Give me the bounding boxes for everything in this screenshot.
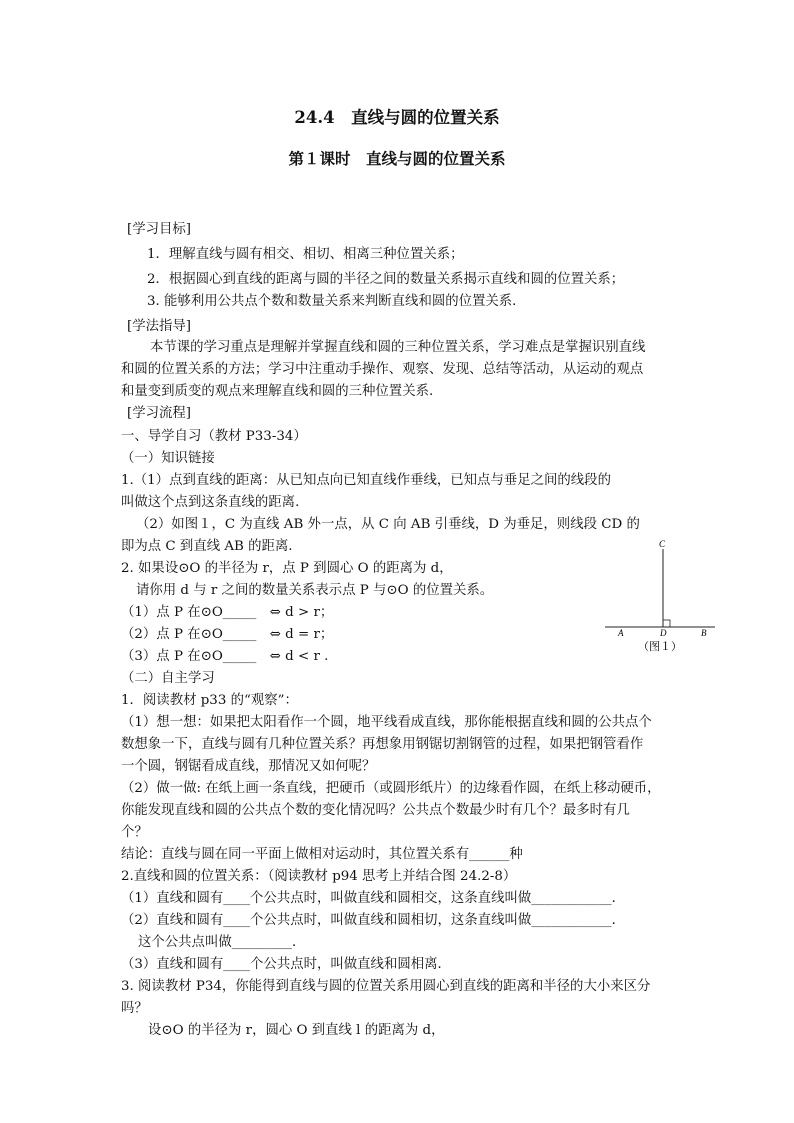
knowledge-item: （1）点 P 在⊙O_____ ⇔ d > r； <box>121 605 334 620</box>
study-line: 设⊙O 的半径为 r，圆心 O 到直线 l 的距离为 d， <box>148 1023 445 1038</box>
figure-caption: （图１） <box>638 641 682 653</box>
knowledge-line: 2. 如果设⊙O 的半径为 r，点 P 到圆心 O 的距离为 d， <box>121 561 453 576</box>
knowledge-line: （2）如图１，C 为直线 AB 外一点，从 C 向 AB 引垂线，D 为垂足，则线段 CD 的 <box>136 517 640 532</box>
study-item: 这个公共点叫做_________． <box>138 935 306 950</box>
method-line: 本节课的学习重点是理解并掌握直线和圆的三种位置关系，学习难点是掌握识别直线 <box>150 340 646 355</box>
knowledge-item: （2）点 P 在⊙O_____ ⇔ d = r； <box>121 627 334 642</box>
study-item: （3）直线和圆有____个公共点时，叫做直线和圆相离． <box>121 957 451 972</box>
study-line: 你能发现直线和圆的公共点个数的变化情况吗？公共点个数最少时有几个？最多时有几 <box>121 803 630 818</box>
study-line: 个？ <box>121 825 148 840</box>
label-b: B <box>701 628 707 638</box>
goal-item: 3. 能够利用公共点个数和数量关系来判断直线和圆的位置关系． <box>147 294 526 309</box>
right-angle-mark <box>663 620 670 627</box>
method-heading: [学法指导] <box>127 319 192 334</box>
figure-1-diagram <box>600 535 720 660</box>
section-heading: 一、导学自习（教材 P33-34） <box>121 429 307 444</box>
knowledge-line: 1.（1）点到直线的距离：从已知点向已知直线作垂线，已知点与垂足之间的线段的 <box>121 473 611 488</box>
goal-item: 2．根据圆心到直线的距离与圆的半径之间的数量关系揭示直线和圆的位置关系； <box>147 272 625 287</box>
label-c: C <box>659 539 666 549</box>
study-line: 2.直线和圆的位置关系：（阅读教材 p94 思考上并结合图 24.2-8） <box>121 869 517 884</box>
conclusion-line: 结论：直线与圆在同一平面上做相对运动时，其位置关系有______种 <box>121 847 523 862</box>
part-heading: （一）知识链接 <box>121 451 215 466</box>
method-line: 和圆的位置关系的方法；学习中注重动手操作、观察、发现、总结等活动，从运动的观点 <box>121 362 644 377</box>
knowledge-line: 请你用 d 与 r 之间的数量关系表示点 P 与⊙O 的位置关系。 <box>136 583 494 598</box>
study-line: 一个圆，钢锯看成直线，那情况又如何呢？ <box>121 759 376 774</box>
flow-heading: [学习流程] <box>127 406 192 421</box>
label-d: D <box>660 628 667 638</box>
study-line: 吗？ <box>121 1001 148 1016</box>
part-heading: （二）自主学习 <box>121 671 215 686</box>
knowledge-line: 叫做这个点到这条直线的距离. <box>121 495 300 510</box>
study-line: （2）做一做: 在纸上画一条直线，把硬币（或圆形纸片）的边缘看作圆，在纸上移动硬币， <box>121 781 661 796</box>
goal-item: 1．理解直线与圆有相交、相切、相离三种位置关系； <box>147 247 464 262</box>
page-title: 24.4 直线与圆的位置关系 <box>294 108 500 127</box>
study-item: （1）直线和圆有____个公共点时，叫做直线和圆相交，这条直线叫做____________． <box>121 891 625 906</box>
lesson-subtitle: 第１课时 直线与圆的位置关系 <box>288 149 506 168</box>
study-line: 3. 阅读教材 P34，你能得到直线与圆的位置关系用圆心到直线的距离和半径的大小来区分 <box>121 979 651 994</box>
label-a: A <box>618 628 624 638</box>
knowledge-line: 即为点 C 到直线 AB 的距离. <box>121 539 293 554</box>
study-line: （1）想一想：如果把太阳看作一个圆，地平线看成直线，那你能根据直线和圆的公共点个 <box>121 715 652 730</box>
study-line: 1．阅读教材 p33 的“观察”： <box>121 693 298 708</box>
goals-heading: [学习目标] <box>127 222 192 237</box>
study-item: （2）直线和圆有____个公共点时，叫做直线和圆相切，这条直线叫做____________． <box>121 913 625 928</box>
knowledge-item: （3）点 P 在⊙O_____ ⇔ d < r . <box>121 649 329 664</box>
study-line: 数想象一下，直线与圆有几种位置关系？再想象用钢锯切割钢管的过程，如果把钢管看作 <box>121 737 644 752</box>
method-line: 和量变到质变的观点来理解直线和圆的三种位置关系. <box>121 384 434 399</box>
